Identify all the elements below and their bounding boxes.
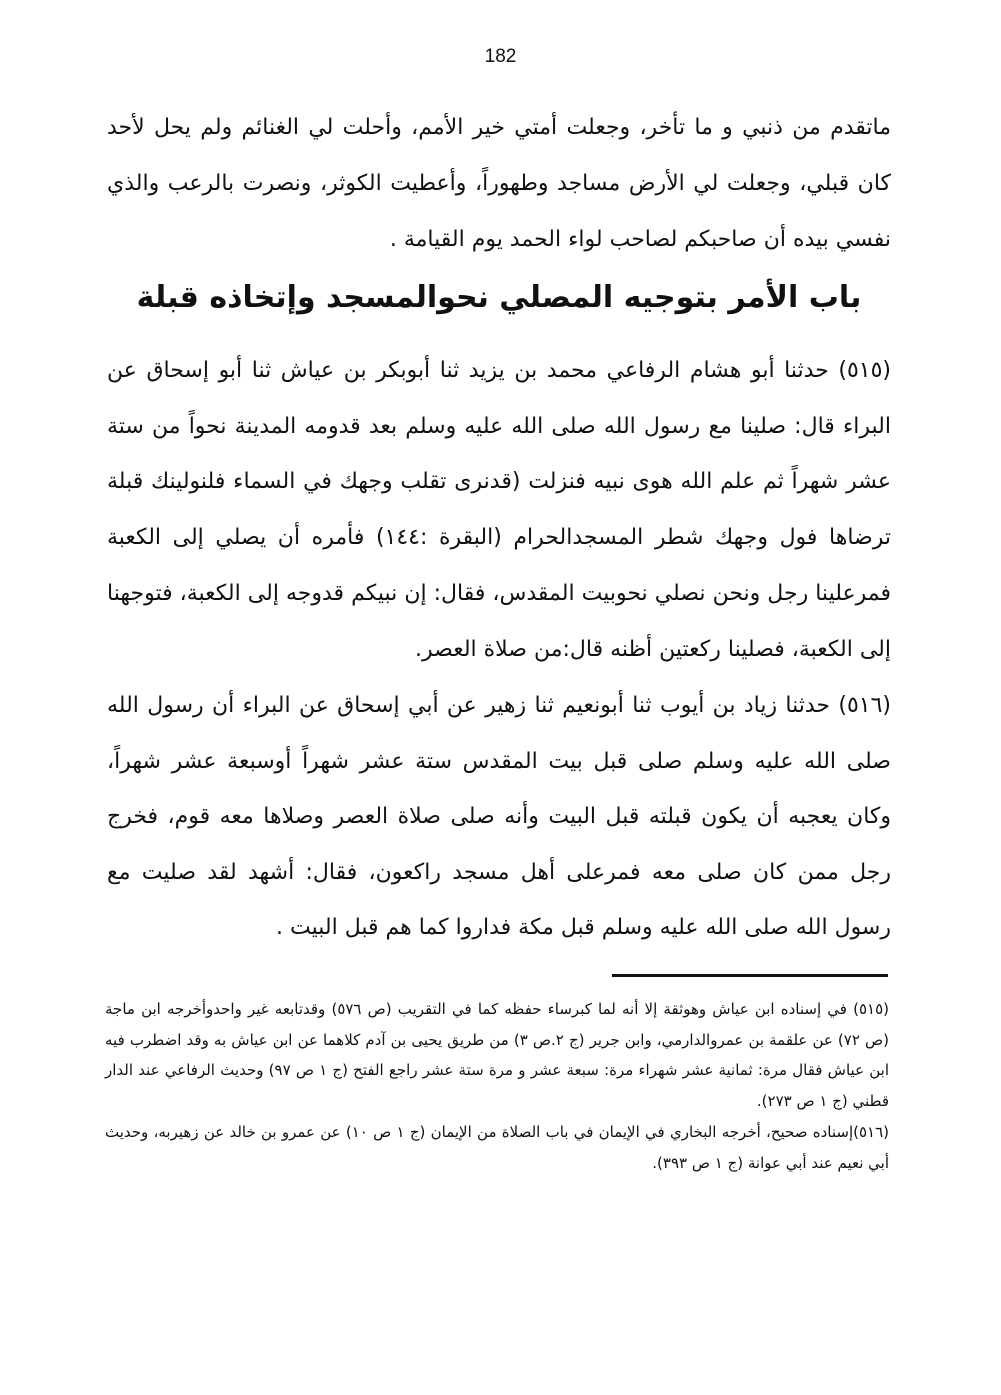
hadith-516 — [107, 678, 891, 956]
footnotes — [105, 994, 889, 1178]
page-number: 182 — [484, 46, 517, 67]
hadith-text: (٥١٥) حدثنا أبو هشام الرفاعي محمد بن يزيد ثنا أبوبكر بن عياش ثنا أبو إسحاق عن البراء قال: صلينا مع رسول الله صلى الله عليه وسلم بعد قدومه المدينة نحواً من ستة عشر شهراً ثم علم الله هوى نبيه فنزلت (قدنرى تقلب وجهك في السماء فلنولينك قبلة ترضاها فول وجهك شطر المسجدالحرام (البقرة :١٤٤) فأمره أن يصلي إلى الكعبة فمرعلينا رجل ونحن نصلي نحوبيت المقدس، فقال: إن نبيكم قدوجه إلى الكعبة، فتوجهنا إلى الكعبة، فصلينا ركعتين أظنه قال:من صلاة العصر. — [107, 358, 891, 662]
footnote-515: (٥١٥) في إسناده ابن عياش وهوثقة إلا أنه لما كبرساء حفظه كما في التقريب (ص ٥٧٦) وقدتابعه غير واحدوأخرجه ابن ماجة (ص ٧٢) عن علقمة بن عمروالدارمي، وابن جرير (ج ٢.ص ٣) من طريق يحيى بن آدم كلاهما عن ابن عياش به وقد اضطرب فيه ابن عياش فقال مرة: ثمانية عشر شهراء مرة: سبعة عشر و مرة ستة عشر راجع الفتح (ج ١ ص ٩٧) وحديث الرفاعي عند الدار قطني (ج ١ ص ٢٧٣). — [105, 1000, 889, 1111]
intro-paragraph — [107, 100, 891, 268]
intro-text: ماتقدم من ذنبي و ما تأخر، وجعلت أمتي خير الأمم، وأحلت لي الغنائم ولم يحل لأحد كان قبلي، وجعلت لي الأرض مساجد وطهوراً، وأعطيت الكوثر، ونصرت بالرعب والذي نفسي بيده أن صاحبكم لصاحب لواء الحمد يوم القيامة . — [107, 115, 891, 252]
hadith-text: (٥١٦) حدثنا زياد بن أيوب ثنا أبونعيم ثنا زهير عن أبي إسحاق عن البراء أن رسول الله صلى الله عليه وسلم صلى قبل بيت المقدس ستة عشر شهراً أوسبعة عشر شهراً، وكان يعجبه أن يكون قبلته قبل البيت وأنه صلى صلاة العصر وصلاها معه قوم، فخرج رجل ممن كان صلى معه فمرعلى أهل مسجد راكعون، فقال: أشهد لقد صليت مع رسول الله صلى الله عليه وسلم قبل مكة فداروا كما هم قبل البيت . — [107, 693, 891, 940]
hadith-515 — [107, 343, 891, 677]
footnote-separator — [612, 974, 888, 977]
chapter-heading: باب الأمر بتوجيه المصلي نحوالمسجد وإتخاذه قبلة — [136, 280, 862, 315]
footnote-516: (٥١٦)إسناده صحيح، أخرجه البخاري في الإيمان في باب الصلاة من الإيمان (ج ١ ص ١٠) عن عمرو بن خالد عن زهيربه، وحديث أبي نعيم عند أبي عوانة (ج ١ ص ٣٩٣). — [105, 1122, 889, 1172]
